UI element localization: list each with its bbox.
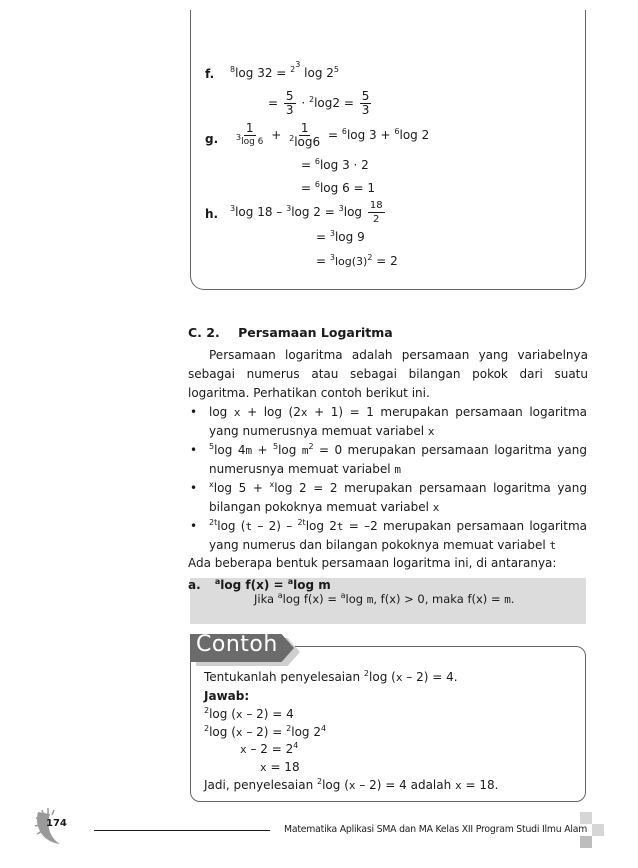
example-h-line-1: $^3$log 18 – $^3$log 2 = $^3$log $\frac{18}{2}$ — [230, 200, 383, 225]
example-h-line-2: = $^3$log 9 — [316, 229, 365, 244]
contoh-label: Contoh — [196, 632, 278, 657]
section-number: C. 2. — [188, 325, 220, 340]
example-f-line-2: = $\frac{5}{3}$ · $^2$log2 = $\frac{5}{3}$ — [268, 89, 370, 117]
list-item: • $^{2t}$log (t – 2) – $^{2t}$log 2t = –2 merupakan persamaan logaritma yang numerus dan bilangan pokoknya memuat variabel t — [190, 518, 588, 552]
page-number: 174 — [46, 818, 67, 829]
example-g-line-2: = $^6$log 3 · 2 — [301, 157, 369, 172]
section-heading — [188, 325, 393, 340]
list-item: • log x + log (2x + 1) = 1 merupakan persamaan logaritma yang numerusnya memuat variabel x — [190, 405, 588, 438]
forms-intro: Ada beberapa bentuk persamaan logaritma ini, di antaranya: — [188, 556, 557, 570]
contoh-problem: Tentukanlah penyelesaian $^2$log (x – 2) = 4. — [204, 669, 458, 684]
contoh-step-4: x = 18 — [260, 760, 300, 774]
form-a-heading: a. $^a$log f(x) = $^a$log m — [188, 577, 331, 592]
decor-square — [592, 824, 604, 836]
item-label-f: f. — [205, 67, 215, 81]
example-h-line-3: = $^3\log(3)^2 = 2$ — [316, 253, 398, 268]
list-item: • $^5$log 4m + $^5$log $m^2 = 0$ merupakan persamaan logaritma yang numerusnya memuat variabel m — [190, 442, 587, 476]
footer-rule — [94, 830, 270, 831]
example-f-line-1: $^8$log 32 = $^{23}$ $\log 2^5$ — [230, 60, 339, 80]
contoh-step-2: $^2$log (x – 2) = $^2$log $2^4$ — [204, 724, 327, 739]
decor-square — [580, 812, 592, 824]
book-title: Matematika Aplikasi SMA dan MA Kelas XII Program Studi Ilmu Alam — [284, 824, 588, 835]
list-item: • $^x$log 5 + $^x$log 2 = 2 merupakan persamaan logaritma yang bilangan pokoknya memuat variabel x — [190, 480, 587, 514]
item-label-h: h. — [205, 207, 219, 221]
item-label-g: g. — [205, 132, 219, 146]
contoh-step-1: $^2$log (x – 2) = 4 — [204, 706, 294, 721]
example-g-line-1: $\frac{1}{^3\log 6}$ + $\frac{1}{^2\log 6}$ = $^6$log 3 + $^6$log 2 — [236, 121, 430, 149]
contoh-step-3: $x - 2 = 2^4$ — [240, 741, 299, 756]
contoh-conclusion: Jadi, penyelesaian $^2$log (x – 2) = 4 adalah x = 18. — [204, 777, 499, 792]
rule-statement: Jika $^a$log f(x) = $^a$log m, f(x) > 0, maka f(x) = m. — [254, 591, 515, 606]
intro-paragraph: Persamaan logaritma adalah persamaan yang variabelnya sebagai numerus atau sebagai bilangan pokok dari suatu logaritma. Perhatikan contoh berikut ini. — [188, 348, 588, 400]
contoh-jawab-label: Jawab: — [204, 689, 250, 703]
decor-square — [580, 836, 592, 848]
example-g-line-3: = $^6$log 6 = 1 — [301, 180, 376, 195]
section-title: Persamaan Logaritma — [238, 325, 393, 340]
example-continuation-box — [190, 10, 586, 290]
